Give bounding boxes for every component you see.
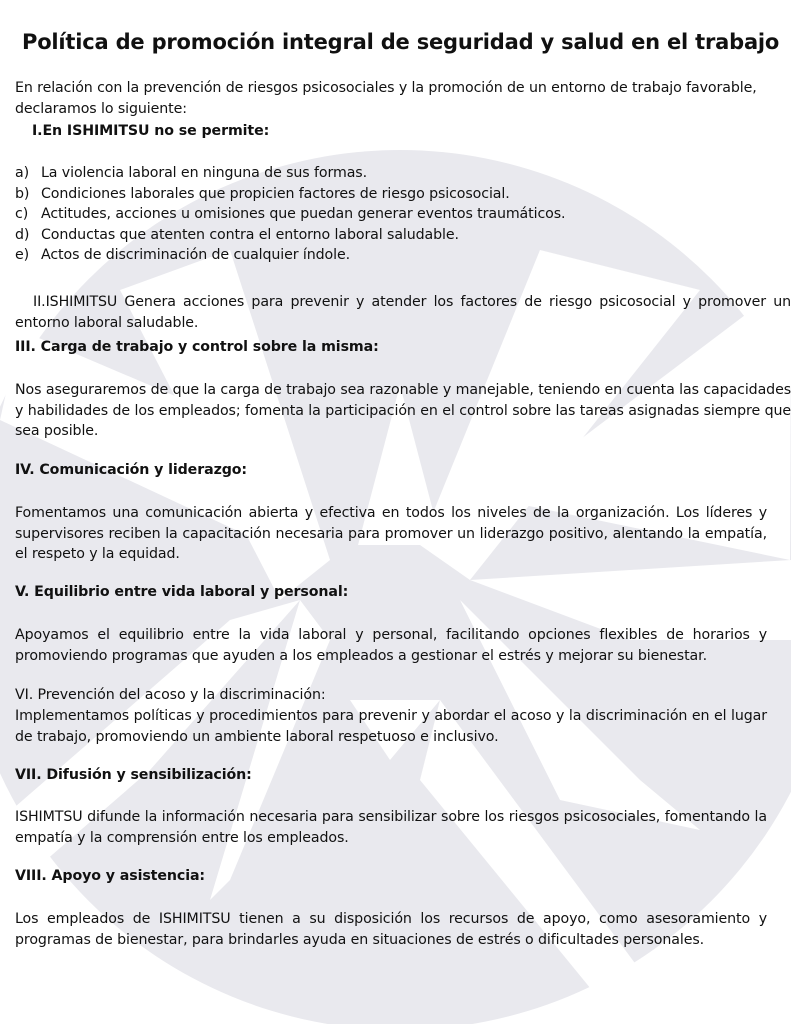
- list-marker: a): [15, 165, 30, 181]
- list-marker: e): [15, 247, 30, 263]
- list-item: [15, 163, 791, 184]
- document-title: Política de promoción integral de seguridad y salud en el trabajo: [22, 30, 780, 54]
- section-5-paragraph: Apoyamos el equilibrio entre la vida laboral y personal, facilitando opciones flexibles de horarios y promoviendo programas que ayuden a los empleados a gestionar el estrés y mejorar su bienestar.: [15, 627, 767, 664]
- section-1-list: [15, 163, 791, 266]
- section-8-heading: VIII. Apoyo y asistencia:: [15, 868, 206, 884]
- list-marker: d): [15, 226, 30, 243]
- section-4-paragraph: Fomentamos una comunicación abierta y efectiva en todos los niveles de la organización. Los líderes y supervisores reciben la capacitación necesaria para promover un liderazgo positivo, alentando la empatía, el respeto y la equidad.: [15, 505, 767, 562]
- list-item: [15, 204, 791, 225]
- section-1-heading: I.En ISHIMITSU no se permite:: [32, 123, 270, 139]
- list-item-text: Conductas que atenten contra el entorno laboral saludable.: [41, 226, 459, 243]
- section-7-paragraph: ISHIMTSU difunde la información necesaria para sensibilizar sobre los riesgos psicosociales, fomentando la empatía y la comprensión entre los empleados.: [15, 809, 767, 846]
- list-marker: b): [15, 185, 30, 202]
- section-8-paragraph: Los empleados de ISHIMITSU tienen a su disposición los recursos de apoyo, como asesoramiento y programas de bienestar, para brindarles ayuda en situaciones de estrés o dificultades personales.: [15, 911, 767, 948]
- section-3-paragraph: Nos aseguraremos de que la carga de trabajo sea razonable y manejable, teniendo en cuenta las capacidades y habilidades de los empleados; fomenta la participación en el control sobre las tareas asignadas siempre que sea posible.: [15, 382, 791, 439]
- list-item-text: Actos de discriminación de cualquier índole.: [41, 247, 351, 263]
- section-6-paragraph: Implementamos políticas y procedimientos para prevenir y abordar el acoso y la discriminación en el lugar de trabajo, promoviendo un ambiente laboral respetuoso e inclusivo.: [15, 708, 767, 745]
- list-marker: c): [15, 206, 29, 222]
- list-item: [15, 225, 791, 246]
- section-2-paragraph: II.ISHIMITSU Genera acciones para prevenir y atender los factores de riesgo psicosocial y promover un entorno laboral saludable.: [15, 294, 791, 331]
- list-item: [15, 245, 791, 266]
- section-3-heading: III. Carga de trabajo y control sobre la misma:: [15, 339, 379, 355]
- section-7-heading: VII. Difusión y sensibilización:: [15, 767, 252, 783]
- list-item: [15, 184, 791, 205]
- section-4-heading: IV. Comunicación y liderazgo:: [15, 462, 248, 478]
- section-5-heading: V. Equilibrio entre vida laboral y personal:: [15, 584, 349, 600]
- intro-paragraph: En relación con la prevención de riesgos psicosociales y la promoción de un entorno de trabajo favorable, declaramos lo siguiente:: [15, 80, 757, 117]
- list-item-text: La violencia laboral en ninguna de sus formas.: [41, 165, 367, 181]
- section-6-heading: VI. Prevención del acoso y la discriminación:: [15, 687, 326, 703]
- list-item-text: Condiciones laborales que propicien factores de riesgo psicosocial.: [41, 185, 510, 202]
- list-item-text: Actitudes, acciones u omisiones que puedan generar eventos traumáticos.: [41, 206, 566, 222]
